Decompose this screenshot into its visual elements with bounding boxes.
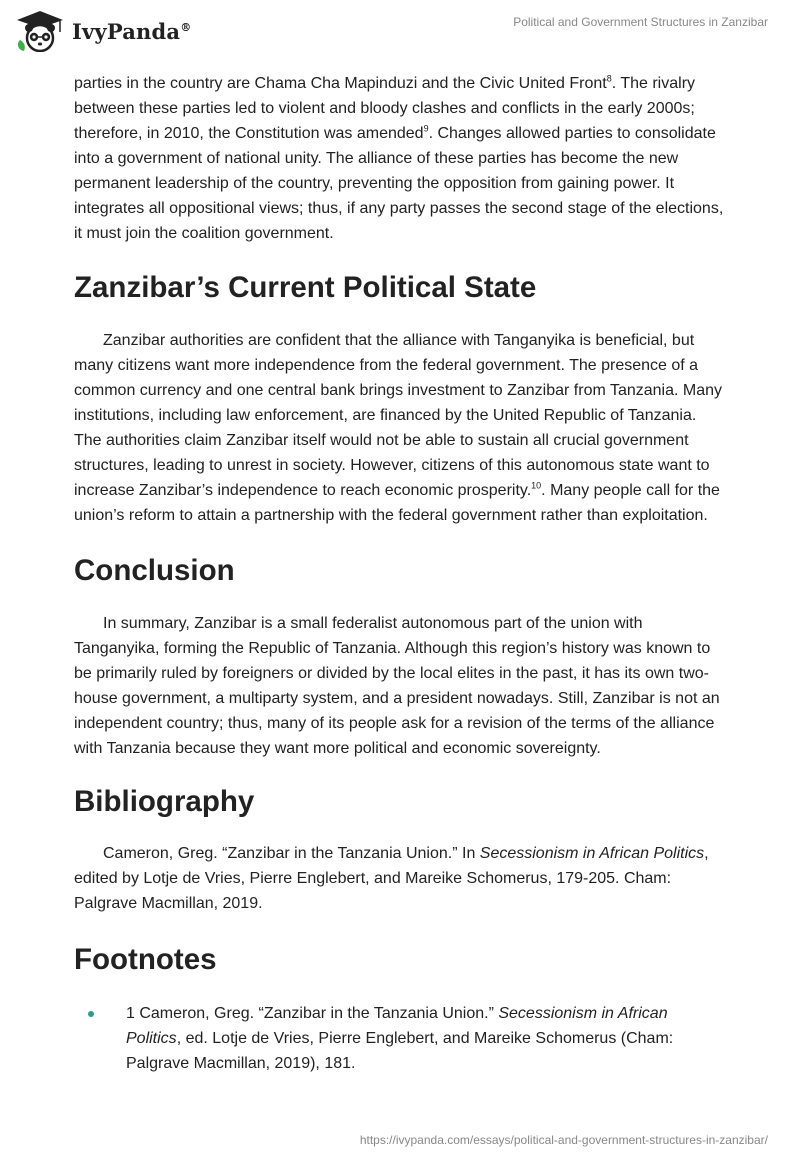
footnotes-list xyxy=(74,1001,726,1076)
essay-content xyxy=(74,71,726,1076)
section-heading-current-state: Zanzibar’s Current Political State xyxy=(74,271,537,304)
section-heading-bibliography: Bibliography xyxy=(74,785,255,818)
document-title: Political and Government Structures in Zanzibar xyxy=(513,15,768,29)
section-heading-footnotes: Footnotes xyxy=(74,943,217,976)
bullet-icon xyxy=(88,1011,94,1017)
registered-mark: ® xyxy=(180,20,192,34)
footnote-ref-9[interactable]: 9 xyxy=(423,123,429,134)
footnote-ref-10[interactable]: 10 xyxy=(531,480,542,491)
brand-name: IvyPanda® xyxy=(72,18,192,44)
bibliography-entry: Cameron, Greg. “Zanzibar in the Tanzania Union.” In Secessionism in African Politics, edited by Lotje de Vries, Pierre Englebert, and Mareike Schomerus, 179-205. Cham: Palgrave Macmillan, 2019. xyxy=(74,845,709,912)
panda-graduate-icon xyxy=(14,10,66,52)
source-url-link[interactable]: https://ivypanda.com/essays/political-and-government-structures-in-zanzibar/ xyxy=(359,1133,768,1147)
page-header xyxy=(0,0,800,64)
section-heading-conclusion: Conclusion xyxy=(74,554,235,587)
intro-paragraph: parties in the country are Chama Cha Mapinduzi and the Civic United Front$^8$. The rivalry between these parties led to violent and bloody clashes and conflicts in the early 2000s; therefore, in 2010, the Constitution was amended$^9$. Changes allowed parties to consolidate into a government of national unity. The alliance of these parties has become the new permanent leadership of the country, preventing the opposition from gaining power. It integrates all oppositional views; thus, if any party passes the second stage of the elections, it must join the coalition government. xyxy=(74,73,724,242)
ivypanda-logo[interactable] xyxy=(14,10,191,52)
current-state-paragraph: Zanzibar authorities are confident that the alliance with Tanganyika is beneficial, but many citizens want more independence from the federal government. The presence of a common currency and one central bank brings investment to Zanzibar from Tanzania. Many institutions, including law enforcement, are financed by the United Republic of Tanzania. The authorities claim Zanzibar itself would not be able to sustain all crucial government structures, leading to unrest in society. However, citizens of this autonomous state want to increase Zanzibar’s independence to reach economic prosperity.$^{10}$. Many people call for the union’s reform to attain a partnership with the federal government rather than exploitation. xyxy=(74,332,723,524)
footnote-item: 1 Cameron, Greg. “Zanzibar in the Tanzania Union.” Secessionism in African Politics, ed. Lotje de Vries, Pierre Englebert, and Mareike Schomerus (Cham: Palgrave Macmillan, 2019), 181. xyxy=(74,1001,726,1076)
conclusion-paragraph: In summary, Zanzibar is a small federalist autonomous part of the union with Tanganyika, forming the Republic of Tanzania. Although this region’s history was known to be primarily ruled by foreigners or divided by the local elites in the past, it has its own two-house government, a multiparty system, and a president nowadays. Still, Zanzibar is not an independent country; thus, many of its people ask for a revision of the terms of the alliance with Tanzania because they want more political and economic sovereignty. xyxy=(74,615,720,757)
footnote-ref-8[interactable]: 8 xyxy=(606,73,612,84)
